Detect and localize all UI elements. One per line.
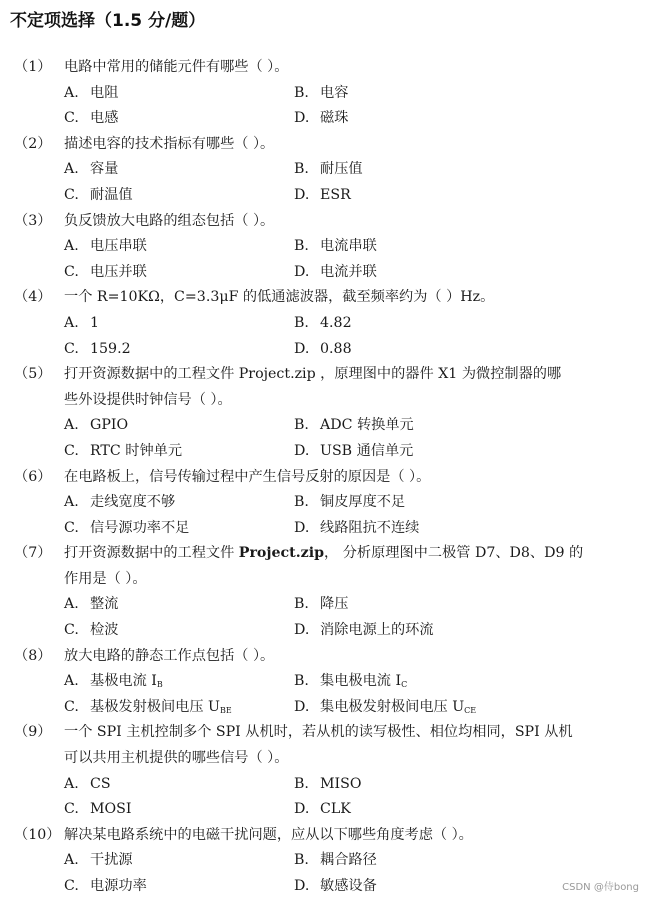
option-text: 4.82 (320, 314, 352, 331)
stem-text: 解决某电路系统中的电磁干扰问题，应从以下哪些角度考虑（ ）。 (64, 826, 473, 843)
option (64, 183, 133, 209)
question-number: （3） (14, 212, 52, 229)
question-text (64, 132, 274, 158)
option (64, 439, 182, 465)
question-item (0, 465, 647, 542)
stem-text: 打开资源数据中的工程文件 (64, 545, 235, 562)
question-number: （1） (14, 59, 52, 75)
option-letter: B. (294, 852, 309, 869)
option (294, 106, 348, 132)
option-letter: D. (294, 801, 310, 818)
option-letter: B. (294, 494, 309, 511)
question-number: （4） (14, 289, 52, 306)
option-letter: B. (294, 238, 309, 255)
option-text: 电压并联 (90, 263, 147, 280)
option (64, 516, 189, 542)
stem-text: 可以共用主机提供的哪些信号（ ）。 (64, 750, 289, 767)
question-number: （10） (14, 826, 61, 843)
question-item (0, 541, 647, 643)
option-letter: A. (64, 238, 79, 255)
option-letter: D. (294, 186, 310, 203)
watermark: CSDN @侍bong (562, 882, 639, 893)
option-letter: A. (64, 596, 79, 613)
option-text: 走线宽度不够 (90, 494, 176, 511)
option-text: 电流并联 (320, 263, 377, 280)
option-text: 敏感设备 (320, 878, 377, 894)
option-row (0, 516, 647, 542)
option (294, 234, 377, 260)
question-number: （8） (14, 647, 52, 664)
stem-text: 放大电路的静态工作点包括（ ）。 (64, 647, 275, 664)
option-text: 信号源功率不足 (90, 519, 190, 536)
question-number: （2） (14, 135, 52, 152)
question-item (0, 720, 647, 822)
option-text: 电阻 (90, 84, 119, 101)
option-letter: A. (64, 494, 79, 511)
stem-text: 在电路板上，信号传输过程中产生信号反射的原因是（ ）。 (64, 468, 431, 485)
option-row (0, 234, 647, 260)
option-letter: C. (64, 519, 79, 536)
option-letter: C. (64, 698, 79, 715)
option-letter: B. (294, 161, 309, 178)
option (294, 413, 414, 439)
option-row (0, 413, 647, 439)
option-letter: A. (64, 673, 79, 690)
option (294, 797, 351, 823)
option-subscript: B (156, 680, 163, 690)
option (64, 874, 147, 900)
option-text: MISO (320, 775, 362, 792)
question-list (0, 55, 647, 900)
page-title: 不定项选择（1.5 分/题） (10, 11, 206, 31)
question-stem-line (0, 465, 647, 491)
option-letter: C. (64, 110, 79, 127)
option-letter: D. (294, 340, 310, 357)
option-row (0, 157, 647, 183)
stem-text: 打开资源数据中的工程文件 Project.zip ，原理图中的器件 X1 为微控制器的哪 (64, 366, 562, 383)
option-letter: D. (294, 878, 310, 894)
option-text: 耐温值 (90, 186, 133, 203)
option-letter: B. (294, 314, 309, 331)
question-number: （6） (14, 468, 52, 485)
option-text: 耐压值 (320, 161, 363, 178)
question-stem-line (0, 746, 647, 772)
option-text: 磁珠 (320, 110, 349, 127)
stem-text: 负反馈放大电路的组态包括（ ）。 (64, 212, 275, 229)
option-text: 集电极发射极间电压 U (320, 698, 465, 715)
option-subscript: CE (464, 705, 477, 715)
option-row (0, 592, 647, 618)
question-text (64, 823, 473, 849)
option-text: 铜皮厚度不足 (320, 494, 406, 511)
option (64, 592, 118, 618)
option (64, 337, 131, 363)
option (294, 874, 377, 900)
option-text: 电压串联 (90, 238, 147, 255)
option-letter: C. (64, 622, 79, 639)
question-item (0, 55, 647, 132)
option-row (0, 669, 647, 695)
option-row (0, 81, 647, 107)
option-letter: D. (294, 519, 310, 536)
option (64, 311, 99, 337)
question-stem-line (0, 362, 647, 388)
option-text: 电流串联 (320, 238, 377, 255)
option-text: CLK (320, 801, 351, 818)
stem-text: 些外设提供时钟信号（ ）。 (64, 391, 232, 408)
option (294, 490, 405, 516)
stem-text: 作用是（ ）。 (64, 570, 147, 587)
option-text: 电容 (320, 84, 349, 101)
question-stem-line (0, 823, 647, 849)
option-text: MOSI (90, 801, 132, 818)
option-letter: D. (294, 622, 310, 639)
option (64, 618, 118, 644)
option (294, 183, 351, 209)
option (64, 669, 163, 698)
option (294, 439, 413, 465)
option (64, 260, 147, 286)
question-text (64, 541, 583, 567)
option-text: ADC 转换单元 (320, 417, 414, 434)
question-stem-line (0, 209, 647, 235)
option-text: 159.2 (90, 340, 131, 357)
option-row (0, 490, 647, 516)
option-letter: C. (64, 340, 79, 357)
option (64, 772, 111, 798)
question-stem-line (0, 285, 647, 311)
option (64, 848, 133, 874)
option-row (0, 337, 647, 363)
option-text: RTC 时钟单元 (90, 442, 183, 459)
option-text: 消除电源上的环流 (320, 622, 434, 639)
option (64, 797, 131, 823)
question-text (64, 362, 561, 388)
option (294, 592, 348, 618)
option (294, 337, 352, 363)
option (294, 669, 407, 698)
option-text: 电源功率 (90, 878, 147, 894)
option-letter: D. (294, 698, 310, 715)
option (64, 695, 232, 724)
option-letter: D. (294, 263, 310, 280)
option-text: 0.88 (320, 340, 352, 357)
question-stem-line (0, 132, 647, 158)
option (294, 695, 476, 724)
question-text (64, 465, 430, 491)
option-text: 检波 (90, 622, 119, 639)
option-letter: B. (294, 673, 309, 690)
option-row (0, 311, 647, 337)
option-letter: A. (64, 314, 79, 331)
stem-text: 电路中常用的储能元件有哪些（ ）。 (64, 59, 289, 75)
option (294, 260, 377, 286)
question-item (0, 823, 647, 900)
question-stem-line (0, 644, 647, 670)
option-letter: A. (64, 852, 79, 869)
option-text: 干扰源 (90, 852, 133, 869)
option-row (0, 618, 647, 644)
option (294, 311, 352, 337)
option-text: 电感 (90, 110, 119, 127)
option-text: USB 通信单元 (320, 442, 414, 459)
option (294, 81, 348, 107)
question-text (64, 644, 274, 670)
option-text: GPIO (90, 417, 129, 434)
option (294, 516, 419, 542)
option-row (0, 797, 647, 823)
option-letter: D. (294, 442, 310, 459)
option-row (0, 695, 647, 721)
stem-text: 描述电容的技术指标有哪些（ ）。 (64, 135, 275, 152)
option-text: 线路阻抗不连续 (320, 519, 420, 536)
question-item (0, 285, 647, 362)
option-text: CS (90, 775, 111, 792)
option-row (0, 260, 647, 286)
question-stem-line (0, 720, 647, 746)
option-letter: C. (64, 442, 79, 459)
option-row (0, 874, 647, 900)
question-item (0, 132, 647, 209)
option (294, 848, 377, 874)
option-letter: A. (64, 84, 79, 101)
option-letter: A. (64, 775, 79, 792)
option (64, 234, 147, 260)
option-text: 容量 (90, 161, 119, 178)
option-row (0, 848, 647, 874)
question-text (64, 55, 288, 81)
option (294, 618, 434, 644)
option (64, 157, 118, 183)
option-subscript: BE (219, 705, 232, 715)
question-stem-line (0, 388, 647, 414)
option-text: 1 (90, 314, 100, 331)
option-row (0, 183, 647, 209)
option-letter: B. (294, 417, 309, 434)
option-letter: A. (64, 161, 79, 178)
question-stem-line (0, 55, 647, 81)
question-item (0, 362, 647, 464)
option-text: 集电极电流 I (320, 673, 402, 690)
option-letter: D. (294, 110, 310, 127)
option-text: 耦合路径 (320, 852, 377, 869)
option-letter: C. (64, 263, 79, 280)
option (64, 413, 128, 439)
option (294, 157, 363, 183)
option-letter: B. (294, 84, 309, 101)
option-text: 降压 (320, 596, 349, 613)
option-letter: B. (294, 775, 309, 792)
option-row (0, 106, 647, 132)
option-row (0, 772, 647, 798)
question-item (0, 209, 647, 286)
option (64, 106, 118, 132)
stem-text: 一个 SPI 主机控制多个 SPI 从机时，若从机的读写极性、相位均相同，SPI 从机 (64, 724, 573, 741)
question-text (64, 285, 494, 311)
question-text (64, 720, 573, 746)
file-name: Project.zip (238, 545, 325, 562)
option-text: 整流 (90, 596, 119, 613)
question-stem-line (0, 567, 647, 593)
question-text (64, 209, 274, 235)
option-subscript: C (401, 680, 408, 690)
option-text: ESR (320, 186, 351, 203)
stem-text: 一个 R=10KΩ，C=3.3μF 的低通滤波器，截至频率约为（ ）Hz。 (64, 289, 495, 306)
option (294, 772, 361, 798)
question-number: （7） (14, 545, 52, 562)
option-letter: C. (64, 801, 79, 818)
question-stem-line (0, 541, 647, 567)
option (64, 490, 175, 516)
option-letter: B. (294, 596, 309, 613)
option-text: 基极发射极间电压 U (90, 698, 220, 715)
option-letter: C. (64, 186, 79, 203)
option-text: 基极电流 I (90, 673, 157, 690)
option-letter: A. (64, 417, 79, 434)
stem-text: ， 分析原理图中二极管 D7、D8、D9 的 (324, 545, 584, 562)
question-number: （5） (14, 366, 52, 383)
option-row (0, 439, 647, 465)
question-number: （9） (14, 724, 52, 741)
question-item (0, 644, 647, 721)
option-letter: C. (64, 878, 79, 894)
option (64, 81, 118, 107)
